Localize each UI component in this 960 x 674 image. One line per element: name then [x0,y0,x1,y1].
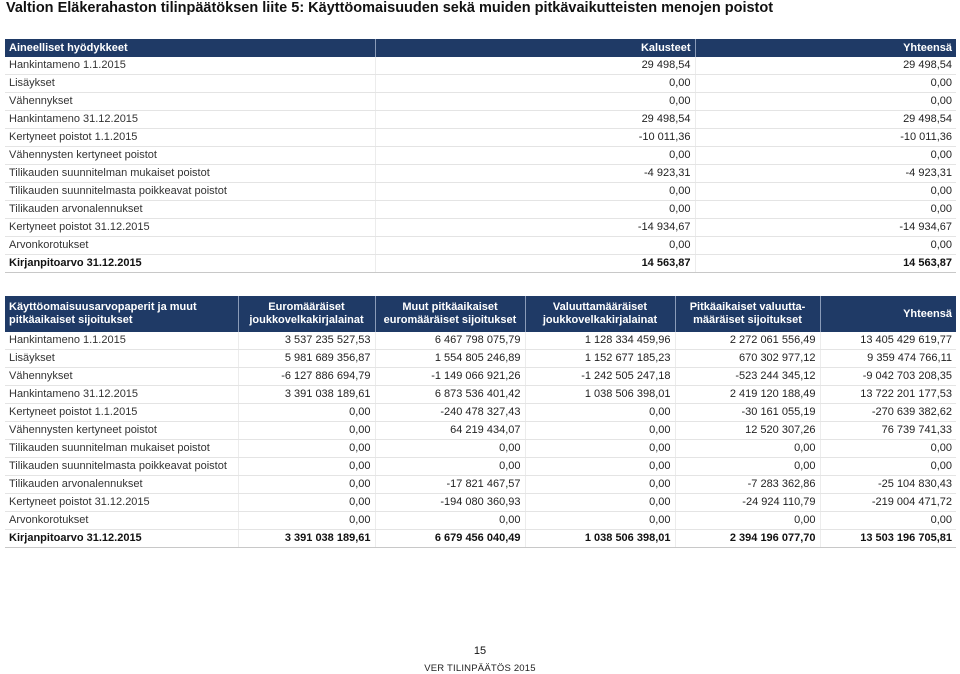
row-value: 13 405 429 619,77 [820,332,956,350]
row-value: 0,00 [525,476,675,494]
report-name: VER TILINPÄÄTÖS 2015 [424,663,536,674]
row-value: 0,00 [695,183,956,201]
table-header-row [5,39,956,57]
row-value: 0,00 [675,512,820,530]
row-label: Lisäykset [5,350,238,368]
row-label: Kertyneet poistot 31.12.2015 [5,494,238,512]
column-header: Kalusteet [375,39,695,57]
row-value: 0,00 [820,440,956,458]
row-value: 0,00 [695,201,956,219]
row-value: 0,00 [695,147,956,165]
row-value: 29 498,54 [375,111,695,129]
row-value: 0,00 [375,458,525,476]
row-label: Kertyneet poistot 31.12.2015 [5,219,375,237]
row-value: -30 161 055,19 [675,404,820,422]
table-row [5,512,956,530]
row-value: -240 478 327,43 [375,404,525,422]
table-row [5,386,956,404]
column-header [375,296,525,332]
row-value: -523 244 345,12 [675,368,820,386]
row-value: -10 011,36 [375,129,695,147]
table-row [5,129,956,147]
row-value: -9 042 703 208,35 [820,368,956,386]
table-row [5,422,956,440]
header-line: määräiset sijoitukset [693,314,802,326]
row-value: 6 873 536 401,42 [375,386,525,404]
page-number: 15 [473,645,487,657]
row-value: 0,00 [820,512,956,530]
row-value: 6 467 798 075,79 [375,332,525,350]
row-value: 1 554 805 246,89 [375,350,525,368]
column-header [525,296,675,332]
row-value: -7 283 362,86 [675,476,820,494]
row-value: 0,00 [695,93,956,111]
row-value: -219 004 471,72 [820,494,956,512]
column-header: Yhteensä [695,39,956,57]
row-value: 3 537 235 527,53 [238,332,375,350]
header-line: Valuuttamääräiset [552,301,648,313]
header-line: euromääräiset sijoitukset [383,314,517,326]
row-value: -14 934,67 [695,219,956,237]
header-line: pitkäaikaiset sijoitukset [9,314,133,326]
page-title: Valtion Eläkerahaston tilinpäätöksen liite 5: Käyttöomaisuuden sekä muiden pitkävaikutteisten menojen poistot [6,0,774,16]
header-line: Euromääräiset [268,301,345,313]
row-value: 14 563,87 [375,255,695,273]
column-header [820,296,956,332]
header-line: Yhteensä [903,307,952,320]
row-value: 6 679 456 040,49 [375,530,525,548]
table-row [5,111,956,129]
row-value: 14 563,87 [695,255,956,273]
row-value: 76 739 741,33 [820,422,956,440]
row-value: 1 128 334 459,96 [525,332,675,350]
table-row [5,201,956,219]
column-header [675,296,820,332]
row-label: Vähennysten kertyneet poistot [5,147,375,165]
row-value: 0,00 [525,458,675,476]
row-value: 1 038 506 398,01 [525,530,675,548]
table-row [5,332,956,350]
row-label: Arvonkorotukset [5,512,238,530]
row-label: Hankintameno 1.1.2015 [5,332,238,350]
row-value: 0,00 [525,422,675,440]
row-value: 0,00 [375,237,695,255]
row-value: 5 981 689 356,87 [238,350,375,368]
row-label: Lisäykset [5,75,375,93]
table-row [5,404,956,422]
row-value: 2 272 061 556,49 [675,332,820,350]
row-value: 0,00 [375,75,695,93]
row-value: 0,00 [525,404,675,422]
row-value: 2 394 196 077,70 [675,530,820,548]
row-label: Kertyneet poistot 1.1.2015 [5,129,375,147]
header-line: Käyttöomaisuusarvopaperit ja muut [9,301,197,313]
table-row [5,219,956,237]
table-row [5,368,956,386]
column-header [238,296,375,332]
row-value: 2 419 120 188,49 [675,386,820,404]
table-row [5,440,956,458]
row-value: -1 149 066 921,26 [375,368,525,386]
row-value: 0,00 [675,458,820,476]
row-value: 0,00 [238,404,375,422]
row-value: 0,00 [525,440,675,458]
row-label: Hankintameno 1.1.2015 [5,57,375,75]
row-value: 0,00 [375,512,525,530]
table-row [5,350,956,368]
row-value: -6 127 886 694,79 [238,368,375,386]
row-value: 1 038 506 398,01 [525,386,675,404]
header-line: joukkovelkakirjalainat [542,314,658,326]
table-row [5,93,956,111]
row-value: 29 498,54 [695,57,956,75]
row-value: 0,00 [525,494,675,512]
header-line: Pitkäaikaiset valuutta- [689,301,806,313]
header-line: joukkovelkakirjalainat [249,314,364,326]
table-row [5,147,956,165]
column-header [5,296,238,332]
table-row [5,458,956,476]
table-row [5,494,956,512]
row-label: Tilikauden suunnitelmasta poikkeavat poistot [5,458,238,476]
header-line: Muut pitkäaikaiset [402,301,498,313]
row-value: 0,00 [695,237,956,255]
row-value: -4 923,31 [695,165,956,183]
table-row [5,57,956,75]
row-value: 0,00 [375,440,525,458]
row-value: 1 152 677 185,23 [525,350,675,368]
row-value: -270 639 382,62 [820,404,956,422]
row-value: 0,00 [238,512,375,530]
row-value: -25 104 830,43 [820,476,956,494]
row-label: Tilikauden arvonalennukset [5,476,238,494]
row-value: 0,00 [675,440,820,458]
row-label: Kertyneet poistot 1.1.2015 [5,404,238,422]
row-value: 9 359 474 766,11 [820,350,956,368]
row-value: 12 520 307,26 [675,422,820,440]
row-value: 670 302 977,12 [675,350,820,368]
row-value: -10 011,36 [695,129,956,147]
row-label: Tilikauden suunnitelman mukaiset poistot [5,165,375,183]
row-value: -4 923,31 [375,165,695,183]
table-row [5,183,956,201]
row-value: -14 934,67 [375,219,695,237]
row-value: 0,00 [375,183,695,201]
row-label: Vähennykset [5,93,375,111]
table-total-row [5,255,956,273]
row-value: 29 498,54 [695,111,956,129]
row-value: -17 821 467,57 [375,476,525,494]
row-value: 13 722 201 177,53 [820,386,956,404]
row-label: Hankintameno 31.12.2015 [5,111,375,129]
row-value: 0,00 [375,201,695,219]
table-row [5,237,956,255]
row-value: 0,00 [238,422,375,440]
row-value: -1 242 505 247,18 [525,368,675,386]
row-value: 0,00 [525,512,675,530]
row-label: Vähennysten kertyneet poistot [5,422,238,440]
row-label: Tilikauden suunnitelman mukaiset poistot [5,440,238,458]
row-label: Hankintameno 31.12.2015 [5,386,238,404]
row-value: 0,00 [238,458,375,476]
tangible-assets-table [5,39,956,273]
row-value: 0,00 [238,494,375,512]
row-label: Kirjanpitoarvo 31.12.2015 [5,530,238,548]
row-label: Tilikauden suunnitelmasta poikkeavat poistot [5,183,375,201]
table-total-row [5,530,956,548]
investments-table [5,296,956,548]
row-label: Tilikauden arvonalennukset [5,201,375,219]
row-value: 13 503 196 705,81 [820,530,956,548]
row-label: Kirjanpitoarvo 31.12.2015 [5,255,375,273]
row-value: 0,00 [238,476,375,494]
table-header-row [5,296,956,332]
row-value: -194 080 360,93 [375,494,525,512]
row-value: 3 391 038 189,61 [238,530,375,548]
table-row [5,165,956,183]
row-value: 0,00 [695,75,956,93]
row-value: 0,00 [375,147,695,165]
row-value: 64 219 434,07 [375,422,525,440]
row-label: Arvonkorotukset [5,237,375,255]
row-value: 0,00 [238,440,375,458]
row-value: -24 924 110,79 [675,494,820,512]
row-label: Vähennykset [5,368,238,386]
row-value: 0,00 [375,93,695,111]
row-value: 0,00 [820,458,956,476]
table-row [5,476,956,494]
row-value: 3 391 038 189,61 [238,386,375,404]
column-header: Aineelliset hyödykkeet [5,39,375,57]
row-value: 29 498,54 [375,57,695,75]
table-row [5,75,956,93]
